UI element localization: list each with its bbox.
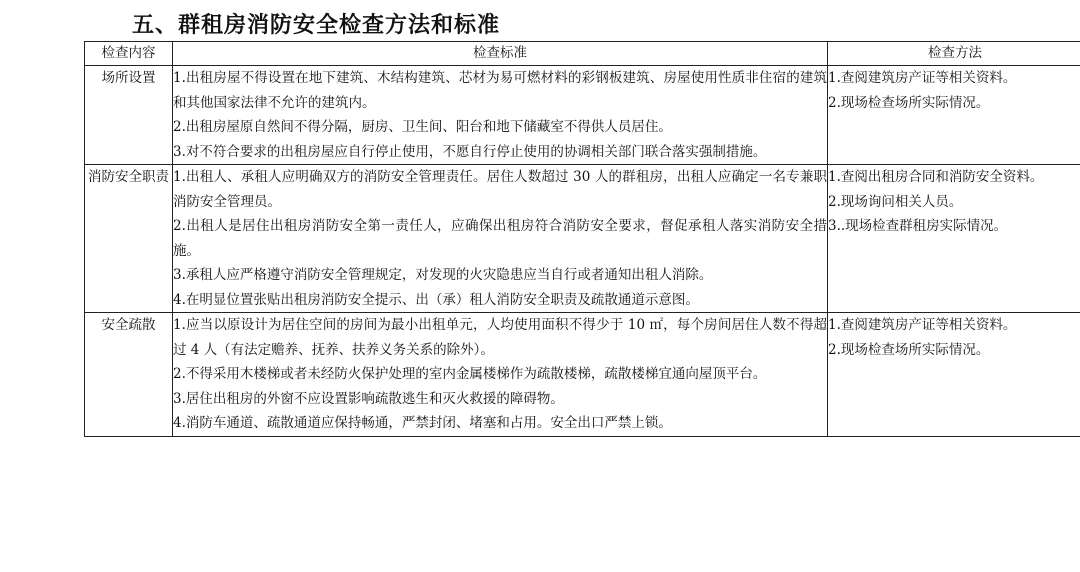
- method-item: 3..现场检查群租房实际情况。: [828, 218, 1008, 234]
- header-method: 检查方法: [828, 42, 1080, 66]
- standard-item: 4.消防车通道、疏散通道应保持畅通，严禁封闭、堵塞和占用。安全出口严禁上锁。: [173, 415, 672, 431]
- page-title: 五、群租房消防安全检查方法和标准: [132, 12, 501, 38]
- standard-item: 1.出租房屋不得设置在地下建筑、木结构建筑、芯材为易可燃材料的彩钢板建筑、房屋使用性质非住宿的建筑和其他国家法律不允许的建筑内。: [173, 70, 827, 111]
- standard-item: 4.在明显位置张贴出租房消防安全提示、出（承）租人消防安全职责及疏散通道示意图。: [173, 291, 699, 308]
- row-category: 消防安全职责: [85, 165, 173, 313]
- row-category: 场所设置: [85, 66, 173, 165]
- row-category: 安全疏散: [85, 313, 173, 437]
- standard-item: 3.居住出租房的外窗不应设置影响疏散逃生和灭火救援的障碍物。: [173, 390, 564, 407]
- standard-item: 1.应当以原设计为居住空间的房间为最小出租单元，人均使用面积不得少于 10 ㎡，每个房间居住人数不得超过 4 人（有法定赡养、抚养、扶养义务关系的除外）。: [173, 317, 827, 358]
- row-methods: [828, 313, 1080, 437]
- inspection-table: [84, 41, 1080, 437]
- row-methods: [828, 66, 1080, 165]
- table-row: [85, 313, 1080, 437]
- standard-item: 2.出租人是居住出租房消防安全第一责任人，应确保出租房符合消防安全要求，督促承租人落实消防安全措施。: [173, 218, 827, 259]
- header-category: 检查内容: [85, 42, 173, 66]
- method-item: 1.查阅建筑房产证等相关资料。: [828, 317, 1017, 333]
- row-standards: [173, 165, 828, 313]
- method-item: 1.查阅出租房合同和消防安全资料。: [828, 169, 1044, 185]
- table-header-row: [85, 42, 1080, 66]
- table-row: [85, 165, 1080, 313]
- row-methods: [828, 165, 1080, 313]
- standard-item: 2.不得采用木楼梯或者未经防火保护处理的室内金属楼梯作为疏散楼梯，疏散楼梯宜通向屋顶平台。: [173, 366, 767, 382]
- standard-item: 3.承租人应严格遵守消防安全管理规定，对发现的火灾隐患应当自行或者通知出租人消除。: [173, 267, 713, 283]
- header-standard: 检查标准: [173, 42, 828, 66]
- method-item: 1.查阅建筑房产证等相关资料。: [828, 70, 1017, 86]
- row-standards: [173, 66, 828, 165]
- method-item: 2.现场检查场所实际情况。: [828, 341, 990, 358]
- standard-item: 3.对不符合要求的出租房屋应自行停止使用，不愿自行停止使用的协调相关部门联合落实强制措施。: [173, 143, 767, 160]
- standard-item: 2.出租房屋原自然间不得分隔，厨房、卫生间、阳台和地下储藏室不得供人员居住。: [173, 119, 672, 135]
- row-standards: [173, 313, 828, 437]
- method-item: 2.现场询问相关人员。: [828, 193, 963, 210]
- table-row: [85, 66, 1080, 165]
- method-item: 2.现场检查场所实际情况。: [828, 94, 990, 111]
- standard-item: 1.出租人、承租人应明确双方的消防安全管理责任。居住人数超过 30 人的群租房，出租人应确定一名专兼职消防安全管理员。: [173, 169, 827, 210]
